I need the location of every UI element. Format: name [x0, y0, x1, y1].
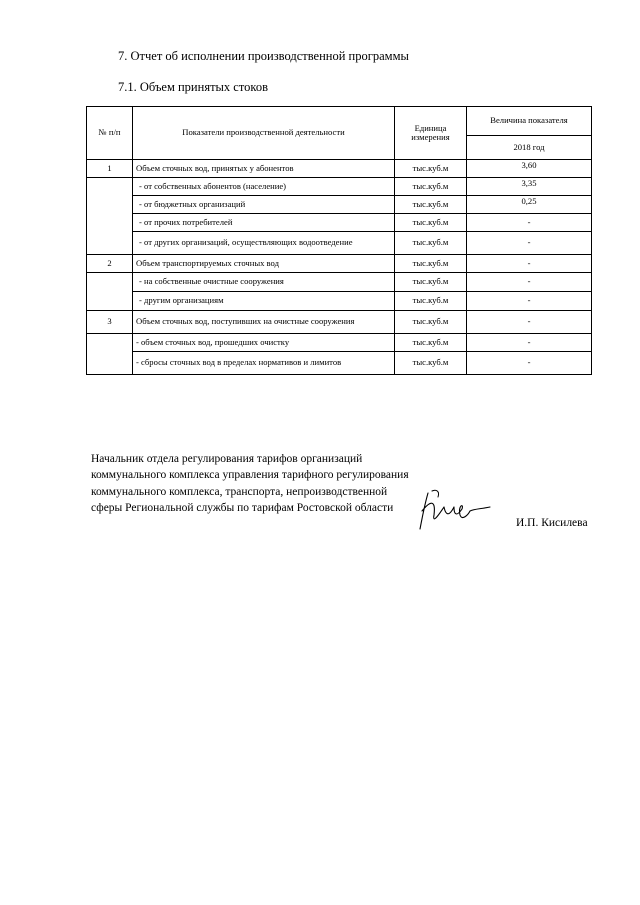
row-indicator: Объем сточных вод, поступивших на очистные сооружения [133, 311, 395, 334]
handwritten-signature [414, 485, 494, 535]
sewage-volume-table [86, 106, 592, 375]
table-row [87, 255, 592, 273]
row-indicator: - от собственных абонентов (население) [133, 178, 395, 196]
header-indicator: Показатели производственной деятельности [133, 107, 395, 160]
row-unit: тыс.куб.м [395, 232, 467, 255]
row-value: - [467, 255, 592, 273]
section-heading: 7. Отчет об исполнении производственной программы [118, 49, 409, 63]
row-number: 1 [87, 160, 133, 178]
row-indicator: - от прочих потребителей [133, 214, 395, 232]
row-indicator: - на собственные очистные сооружения [133, 273, 395, 292]
row-number [87, 334, 133, 375]
row-value: - [467, 214, 592, 232]
row-number: 2 [87, 255, 133, 273]
row-indicator: - объем сточных вод, прошедших очистку [133, 334, 395, 352]
header-unit: Единица измерения [395, 107, 467, 160]
table-row [87, 292, 592, 311]
row-unit: тыс.куб.м [395, 160, 467, 178]
row-unit: тыс.куб.м [395, 178, 467, 196]
row-value: - [467, 292, 592, 311]
row-value: 3,60 [467, 160, 592, 178]
row-unit: тыс.куб.м [395, 311, 467, 334]
row-unit: тыс.куб.м [395, 255, 467, 273]
table-row [87, 214, 592, 232]
row-indicator: - от бюджетных организаций [133, 196, 395, 214]
row-value: - [467, 232, 592, 255]
row-unit: тыс.куб.м [395, 273, 467, 292]
row-value: - [467, 334, 592, 352]
row-unit: тыс.куб.м [395, 196, 467, 214]
row-number [87, 178, 133, 255]
table-row [87, 196, 592, 214]
row-unit: тыс.куб.м [395, 352, 467, 375]
row-value: 0,25 [467, 196, 592, 214]
subsection-heading: 7.1. Объем принятых стоков [118, 80, 268, 94]
row-number: 3 [87, 311, 133, 334]
row-number [87, 273, 133, 311]
row-value: 3,35 [467, 178, 592, 196]
header-value-group: Величина показателя [467, 107, 592, 136]
row-unit: тыс.куб.м [395, 334, 467, 352]
signatory-position: Начальник отдела регулирования тарифов организаций коммунального комплекса управления тарифного регулирования коммунального комплекса, транспорта, непроизводственной сферы Региональной службы по тарифам Ростовской области [91, 453, 409, 514]
table-row [87, 334, 592, 352]
table-row [87, 311, 592, 334]
table-row [87, 178, 592, 196]
header-number: № п/п [87, 107, 133, 160]
row-indicator: - сбросы сточных вод в пределах нормативов и лимитов [133, 352, 395, 375]
row-unit: тыс.куб.м [395, 292, 467, 311]
table-row [87, 273, 592, 292]
row-indicator: Объем транспортируемых сточных вод [133, 255, 395, 273]
signatory-name: И.П. Кисилева [516, 517, 588, 529]
row-unit: тыс.куб.м [395, 214, 467, 232]
row-indicator: Объем сточных вод, принятых у абонентов [133, 160, 395, 178]
row-indicator: - другим организациям [133, 292, 395, 311]
table-row [87, 352, 592, 375]
table-row [87, 232, 592, 255]
header-year: 2018 год [467, 136, 592, 160]
table-row [87, 160, 592, 178]
row-value: - [467, 352, 592, 375]
row-value: - [467, 311, 592, 334]
row-indicator: - от других организаций, осуществляющих водоотведение [133, 232, 395, 255]
row-value: - [467, 273, 592, 292]
